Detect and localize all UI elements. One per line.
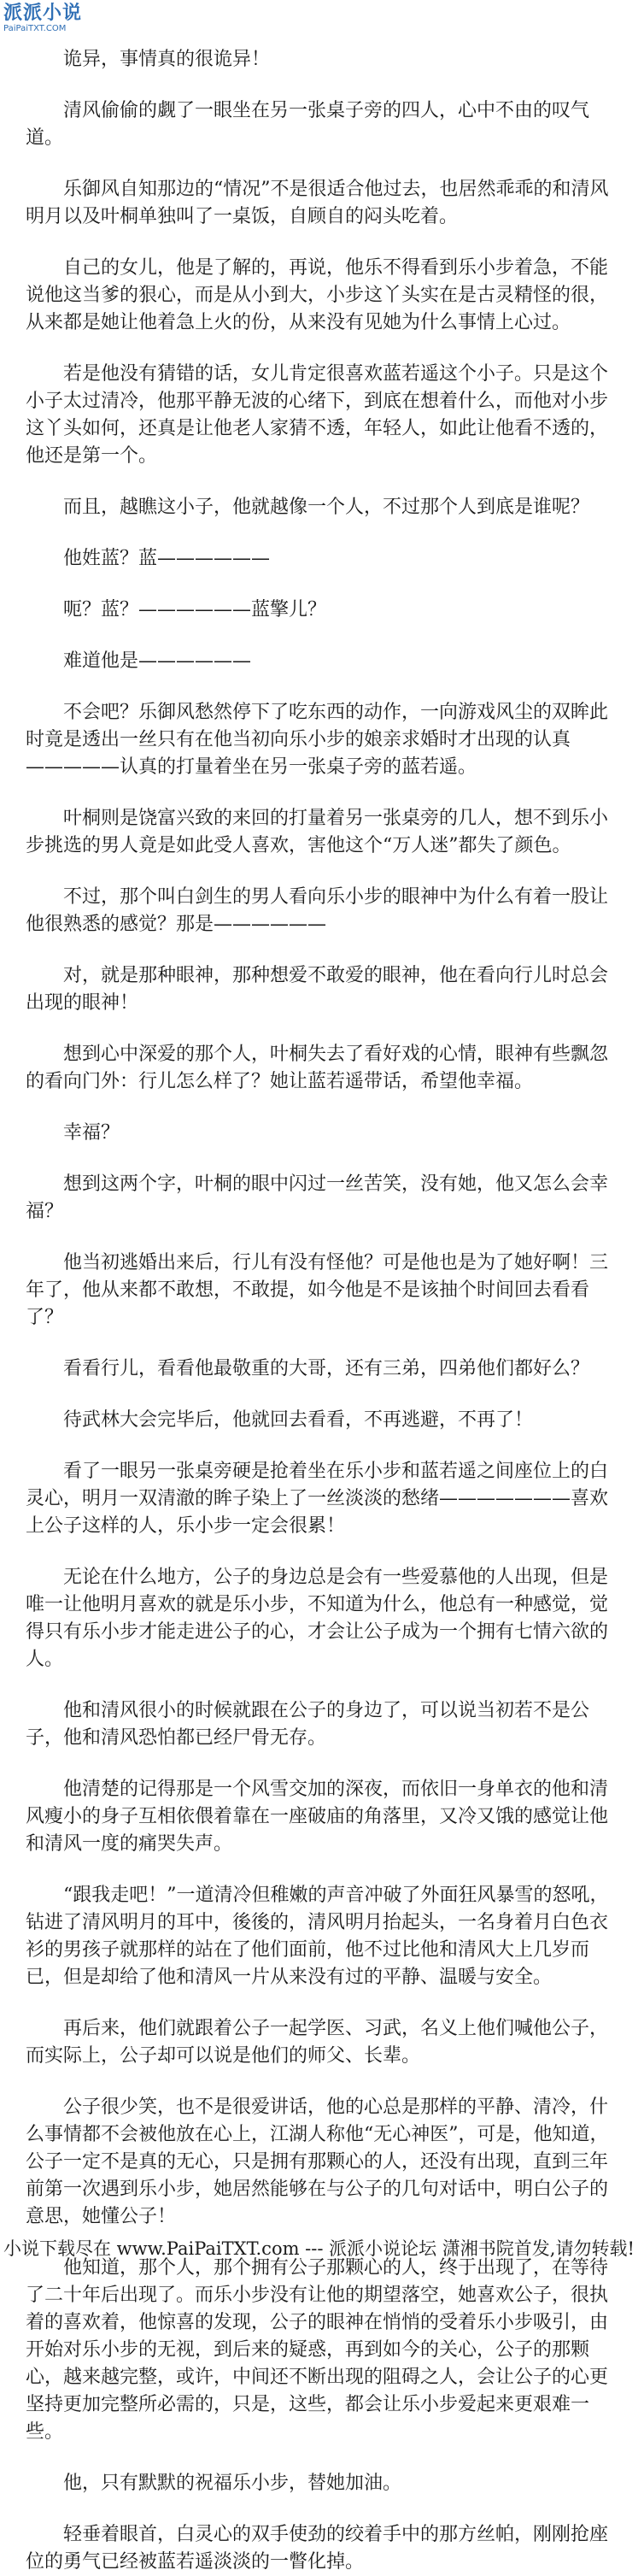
- paragraph: 诡异，事情真的很诡异！: [63, 49, 271, 70]
- paragraph: 他和清风很小的时候就跟在公子的身边了，可以说当初若不是公子，他和清风恐怕都已经尸骨无存。: [26, 1700, 590, 1749]
- paragraph: 不过，那个叫白剑生的男人看向乐小步的眼神中为什么有着一股让他很熟悉的感觉？那是——————: [26, 886, 609, 935]
- paragraph: 想到心中深爱的那个人，叶桐失去了看好戏的心情，眼神有些飘忽的看向门外：行儿怎么样了？她让蓝若遥带话，希望他幸福。: [26, 1044, 609, 1092]
- paragraph: 看了一眼另一张桌旁硬是抢着坐在乐小步和蓝若遥之间座位上的白灵心，明月一双清澈的眸子染上了一丝淡淡的愁绪———————喜欢上公子这样的人，乐小步一定会很累！: [26, 1461, 609, 1537]
- paragraph: 他姓蓝？蓝——————: [63, 548, 271, 569]
- paragraph: 不会吧？乐御风愁然停下了吃东西的动作，一向游戏风尘的双眸此时竟是透出一丝只有在他当初向乐小步的娘亲求婚时才出现的认真—————认真的打量着坐在另一张桌子旁的蓝若遥。: [26, 702, 609, 778]
- chapter-body: [0, 46, 644, 2576]
- paragraph: 自己的女儿，他是了解的，再说，他乐不得看到乐小步着急，不能说他这当爹的狠心，而是从小到大，小步这丫头实在是古灵精怪的很，从来都是她让他着急上火的份，从来没有见她为什么事情上心过。: [26, 257, 609, 333]
- logo-title: 派派小说: [3, 3, 83, 24]
- paragraph: 清风偷偷的觑了一眼坐在另一张桌子旁的四人，心中不由的叹气道。: [26, 100, 590, 149]
- logo-subtitle: PaiPaiTXT.COM: [3, 24, 67, 33]
- paragraph: 无论在什么地方，公子的身边总是会有一些爱慕他的人出现，但是唯一让他明月喜欢的就是乐小步，不知道为什么，他总有一种感觉，觉得只有乐小步才能走进公子的心，才会让公子成为一个拥有七情六欲的人。: [26, 1567, 609, 1670]
- paragraph: 难道他是——————: [63, 650, 252, 672]
- paragraph: 看看行儿，看看他最敬重的大哥，还有三弟，四弟他们都好么？: [63, 1358, 590, 1379]
- paragraph: 若是他没有猜错的话，女儿肯定很喜欢蓝若遥这个小子。只是这个小子太过清冷，他那平静无波的心绪下，到底在想着什么，而他对小步这丫头如何，还真是让他老人家猜不透，年轻人，如此让他看不透的，他还是第一个。: [26, 363, 609, 467]
- paragraph: 轻垂着眼首，白灵心的双手使劲的绞着手中的那方丝帕，刚刚抢座位的勇气已经被蓝若遥淡淡的一瞥化掉。: [26, 2524, 609, 2573]
- paragraph: 他，只有默默的祝福乐小步，替她加油。: [63, 2473, 402, 2494]
- paragraph: “跟我走吧！”一道清冷但稚嫩的声音冲破了外面狂风暴雪的怒吼，钻进了清风明月的耳中，後後的，清风明月抬起头，一名身着月白色衣衫的男孩子就那样的站在了他们面前，他不过比他和清风大上几岁而已，但是却给了他和清风一片从来没有过的平静、温暖与安全。: [26, 1885, 609, 1988]
- paragraph: 而且，越瞧这小子，他就越像一个人，不过那个人到底是谁呢？: [63, 497, 590, 518]
- paragraph: 幸福？: [63, 1122, 120, 1144]
- paragraph: 公子很少笑，也不是很爱讲话，他的心总是那样的平静、清冷，什么事情都不会被他放在心上，江湖人称他“无心神医”，可是，他知道，公子一定不是真的无心，只是拥有那颗心的人，还没有出现，直到三年前第一次遇到乐小步，她居然能够在与公子的几句对话中，明白公子的意思，她懂公子！: [26, 2097, 609, 2227]
- paragraph: 他清楚的记得那是一个风雪交加的深夜，而依旧一身单衣的他和清风瘦小的身子互相依偎着靠在一座破庙的角落里，又冷又饿的感觉让他和清风一度的痛哭失声。: [26, 1779, 609, 1855]
- paragraph: 呃？蓝？——————蓝擎儿？: [63, 599, 327, 620]
- paragraph: 对，就是那种眼神，那种想爱不敢爱的眼神，他在看向行儿时总会出现的眼神！: [26, 965, 609, 1014]
- footer-notice: 小说下载尽在 www.PaiPaiTXT.com --- 派派小说论坛 潇湘书院首发,请勿转载!: [3, 2238, 635, 2259]
- paragraph: 他知道，那个人，那个拥有公子那颗心的人，终于出现了，在等待了二十年后出现了。而乐小步没有让他的期望落空，她喜欢公子，很执着的喜欢着，他惊喜的发现，公子的眼神在悄悄的受着乐小步吸引，由开始对乐小步的无视，到后来的疑惑，再到如今的关心，公子的那颗心，越来越完整，或许，中间还不断出现的阻碍之人，会让公子的心更坚持更加完整所必需的，只是，这些，都会让乐小步爱起来更艰难一些。: [26, 2257, 609, 2443]
- paragraph: 再后来，他们就跟着公子一起学医、习武，名义上他们喊他公子，而实际上，公子却可以说是他们的师父、长辈。: [26, 2018, 609, 2067]
- paragraph: 待武林大会完毕后，他就回去看看，不再逃避，不再了！: [63, 1409, 534, 1431]
- paragraph: 叶桐则是饶富兴致的来回的打量着另一张桌旁的几人，想不到乐小步挑选的男人竟是如此受人喜欢，害他这个“万人迷”都失了颜色。: [26, 808, 609, 856]
- paragraph: 乐御风自知那边的“情况”不是很适合他过去，也居然乖乖的和清风明月以及叶桐单独叫了一桌饭，自顾自的闷头吃着。: [26, 179, 609, 227]
- paragraph: 想到这两个字，叶桐的眼中闪过一丝苦笑，没有她，他又怎么会幸福？: [26, 1173, 609, 1222]
- paragraph: 他当初逃婚出来后，行儿有没有怪他？可是他也是为了她好啊！三年了，他从来都不敢想，不敢提，如今他是不是该抽个时间回去看看了？: [26, 1252, 609, 1328]
- site-logo[interactable]: [3, 3, 85, 41]
